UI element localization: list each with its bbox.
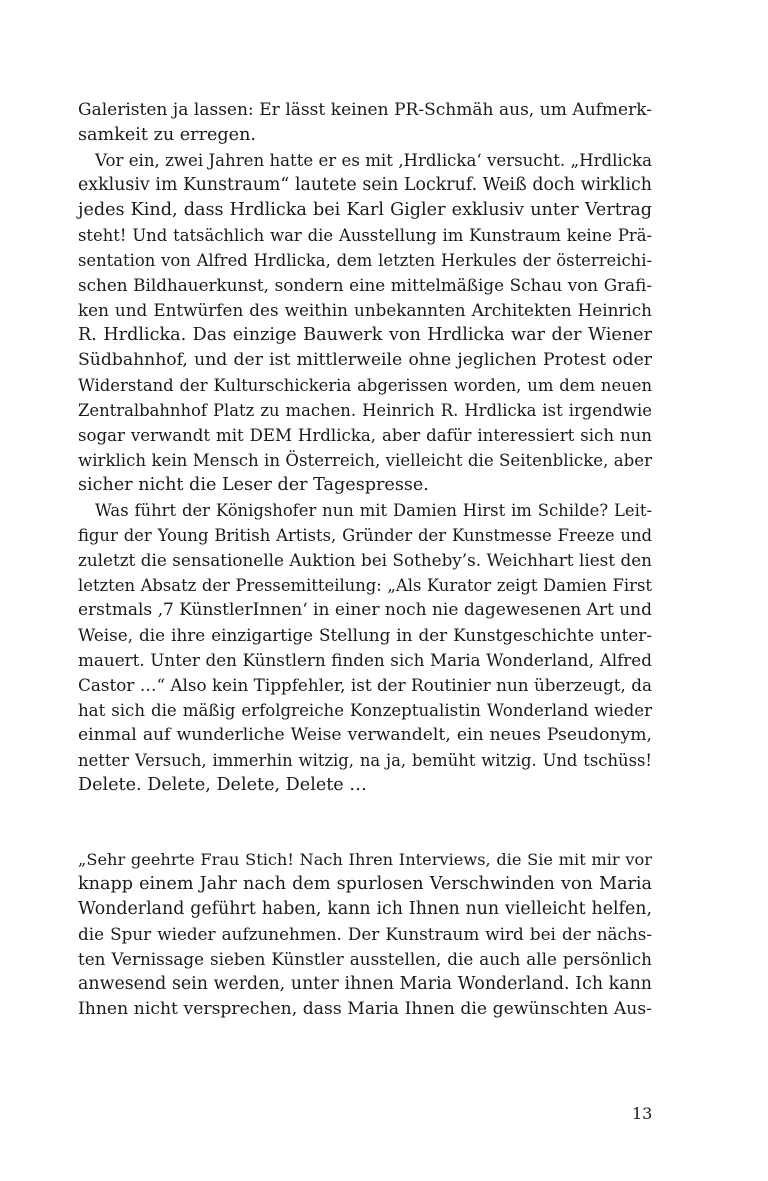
text-line: samkeit zu erregen. xyxy=(78,125,256,145)
text-line: Zentralbahnhof Platz zu machen. Heinrich R. Hrdlicka ist irgendwie xyxy=(78,401,652,420)
text-line: Widerstand der Kulturschickeria abgerissen worden, um dem neuen xyxy=(78,376,652,395)
text-line: hat sich die mäßig erfolgreiche Konzeptualistin Wonderland wieder xyxy=(78,701,652,720)
paragraph xyxy=(78,847,652,1022)
text-line: die Spur wieder aufzunehmen. Der Kunstraum wird bei der nächs- xyxy=(78,924,652,944)
text-line: Delete. Delete, Delete, Delete … xyxy=(78,775,367,795)
text-line: wirklich kein Mensch in Österreich, vielleicht die Seitenblicke, aber xyxy=(78,451,652,470)
page-number: 13 xyxy=(632,1104,653,1123)
text-line: sentation von Alfred Hrdlicka, dem letzten Herkules der österreichi- xyxy=(78,251,652,270)
text-line: exklusiv im Kunstraum“ lautete sein Lockruf. Weiß doch wirklich xyxy=(78,175,652,195)
text-line: Vor ein, zwei Jahren hatte er es mit ‚Hrdlicka‘ versucht. „Hrdlicka xyxy=(95,151,652,170)
text-line: Ihnen nicht versprechen, dass Maria Ihnen die gewünschten Aus- xyxy=(78,999,652,1019)
text-line: Wonderland geführt haben, kann ich Ihnen nun vielleicht helfen, xyxy=(78,899,652,919)
text-line: mauert. Unter den Künstlern finden sich Maria Wonderland, Alfred xyxy=(78,650,652,670)
text-line: Südbahnhof, und der ist mittlerweile ohne jeglichen Protest oder xyxy=(78,350,652,370)
paragraph xyxy=(78,498,652,798)
text-line: ken und Entwürfen des weithin unbekannten Architekten Heinrich xyxy=(78,300,652,320)
text-line: „Sehr geehrte Frau Stich! Nach Ihren Interviews, die Sie mit mir vor xyxy=(78,850,652,869)
text-line: figur der Young British Artists, Gründer der Kunstmesse Freeze und xyxy=(78,526,652,545)
text-line: schen Bildhauerkunst, sondern eine mittelmäßige Schau von Grafi- xyxy=(78,275,652,295)
text-line: jedes Kind, dass Hrdlicka bei Karl Gigler exklusiv unter Vertrag xyxy=(78,200,652,220)
paragraph xyxy=(78,148,652,498)
text-line: knapp einem Jahr nach dem spurlosen Verschwinden von Maria xyxy=(78,874,652,894)
text-line: sicher nicht die Leser der Tagespresse. xyxy=(78,475,429,495)
text-line: ten Vernissage sieben Künstler ausstellen, die auch alle persönlich xyxy=(78,949,652,969)
text-line: anwesend sein werden, unter ihnen Maria Wonderland. Ich kann xyxy=(78,974,652,994)
page-body xyxy=(78,98,652,1022)
text-line: erstmals ‚7 KünstlerInnen‘ in einer noch nie dagewesenen Art und xyxy=(78,600,652,620)
text-line: letzten Absatz der Pressemitteilung: „Als Kurator zeigt Damien First xyxy=(78,576,652,595)
text-line: R. Hrdlicka. Das einzige Bauwerk von Hrdlicka war der Wiener xyxy=(78,325,652,345)
section-break xyxy=(78,798,652,847)
text-line: zuletzt die sensationelle Auktion bei Sotheby’s. Weichhart liest den xyxy=(78,550,652,570)
text-line: sogar verwandt mit DEM Hrdlicka, aber dafür interessiert sich nun xyxy=(78,426,652,445)
text-line: netter Versuch, immerhin witzig, na ja, bemüht witzig. Und tschüss! xyxy=(78,751,652,770)
text-line: Weise, die ihre einzigartige Stellung in der Kunstgeschichte unter- xyxy=(78,625,652,645)
text-line: einmal auf wunderliche Weise verwandelt, ein neues Pseudonym, xyxy=(78,725,652,745)
text-line: Castor …“ Also kein Tippfehler, ist der Routinier nun überzeugt, da xyxy=(78,675,652,695)
paragraph xyxy=(78,98,652,148)
text-line: Galeristen ja lassen: Er lässt keinen PR-Schmäh aus, um Aufmerk- xyxy=(78,100,652,120)
text-line: steht! Und tatsächlich war die Ausstellung im Kunstraum keine Prä- xyxy=(78,226,652,245)
text-line: Was führt der Königshofer nun mit Damien Hirst im Schilde? Leit- xyxy=(95,501,652,520)
